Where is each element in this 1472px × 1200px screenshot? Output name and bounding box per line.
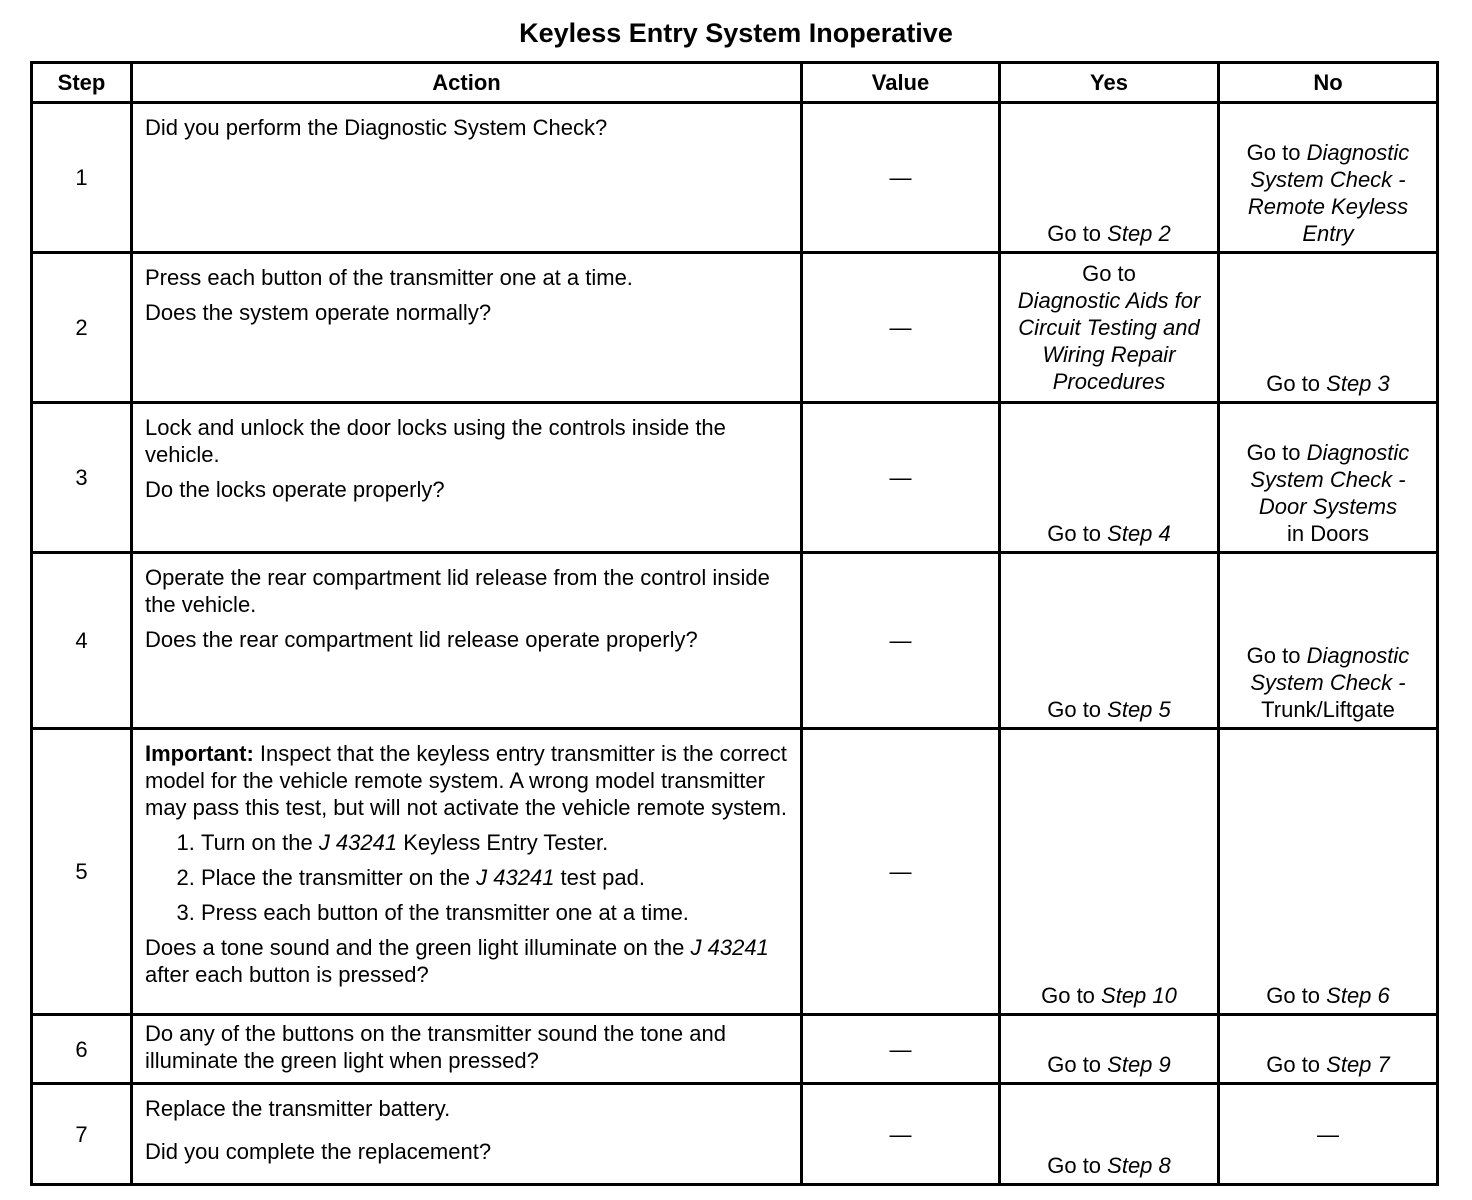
- header-value: Value: [802, 63, 1000, 103]
- yes-cell: Go to Step 2: [1000, 103, 1219, 253]
- no-cell: Go to Step 6: [1219, 729, 1438, 1015]
- action-text: Did you perform the Diagnostic System Check?: [145, 115, 608, 140]
- step-number: 3: [32, 403, 132, 553]
- step-link: Step 7: [1326, 1052, 1390, 1077]
- action-question: Does the rear compartment lid release operate properly?: [145, 627, 698, 652]
- table-row: [32, 253, 1438, 403]
- list-item: 3. Press each button of the transmitter one at a time.: [201, 899, 790, 926]
- no-cell: —: [1219, 1084, 1438, 1185]
- action-text: Press each button of the transmitter one at a time.: [145, 265, 633, 290]
- list-item: 2. Place the transmitter on the J 43241 test pad.: [201, 864, 790, 891]
- action-text: Operate the rear compartment lid release from the control inside the vehicle.: [145, 565, 770, 617]
- step-number: 7: [32, 1084, 132, 1185]
- procedure-link: Diagnostic Aids for Circuit Testing and Wiring Repair Procedures: [1017, 288, 1201, 394]
- header-step: Step: [32, 63, 132, 103]
- action-cell: [132, 553, 802, 729]
- header-action: Action: [132, 63, 802, 103]
- action-cell: [132, 1015, 802, 1084]
- action-text: Lock and unlock the door locks using the controls inside the vehicle.: [145, 415, 726, 467]
- important-note: Important: Inspect that the keyless entry transmitter is the correct model for the vehicle remote system. A wrong model transmitter may pass this test, but will not activate the vehicle remote system.: [145, 741, 787, 820]
- action-question: Do any of the buttons on the transmitter sound the tone and illuminate the green light when pressed?: [145, 1021, 726, 1073]
- procedure-link: Diagnostic System Check - Remote Keyless Entry: [1247, 140, 1410, 246]
- procedure-link: Diagnostic System Check -: [1250, 643, 1410, 695]
- table-row: [32, 553, 1438, 729]
- value-cell: —: [802, 253, 1000, 403]
- yes-cell: Go to Step 9: [1000, 1015, 1219, 1084]
- value-cell: —: [802, 103, 1000, 253]
- step-link: Step 3: [1326, 371, 1390, 396]
- value-cell: —: [802, 1015, 1000, 1084]
- action-cell: [132, 729, 802, 1015]
- action-question: Did you complete the replacement?: [145, 1139, 492, 1164]
- procedure-link: Diagnostic System Check - Door Systems: [1250, 440, 1410, 519]
- step-link: Step 9: [1107, 1052, 1171, 1077]
- step-number: 6: [32, 1015, 132, 1084]
- table-row: [32, 729, 1438, 1015]
- action-cell: [132, 103, 802, 253]
- step-link: Step 4: [1107, 521, 1171, 546]
- header-no: No: [1219, 63, 1438, 103]
- value-cell: —: [802, 403, 1000, 553]
- table-row: [32, 403, 1438, 553]
- action-cell: [132, 403, 802, 553]
- yes-cell: Go to Step 8: [1000, 1084, 1219, 1185]
- step-number: 5: [32, 729, 132, 1015]
- header-yes: Yes: [1000, 63, 1219, 103]
- step-link: Step 8: [1107, 1153, 1171, 1178]
- step-number: 1: [32, 103, 132, 253]
- action-cell: [132, 253, 802, 403]
- step-link: Step 2: [1107, 221, 1171, 246]
- yes-cell: Go to Step 10: [1000, 729, 1219, 1015]
- table-header-row: [32, 63, 1438, 103]
- yes-cell: Go to Step 5: [1000, 553, 1219, 729]
- action-question: Does a tone sound and the green light illuminate on the J 43241 after each button is pressed?: [145, 935, 769, 987]
- list-item: 1. Turn on the J 43241 Keyless Entry Tester.: [201, 829, 790, 856]
- no-cell: Go to Diagnostic System Check - Remote Keyless Entry: [1219, 103, 1438, 253]
- table-row: [32, 1015, 1438, 1084]
- page-title: Keyless Entry System Inoperative: [519, 18, 953, 48]
- no-cell: Go to Diagnostic System Check - Door Systems in Doors: [1219, 403, 1438, 553]
- step-number: 2: [32, 253, 132, 403]
- table-row: [32, 103, 1438, 253]
- step-number: 4: [32, 553, 132, 729]
- no-cell: Go to Diagnostic System Check - Trunk/Liftgate: [1219, 553, 1438, 729]
- action-text: Replace the transmitter battery.: [145, 1096, 451, 1121]
- value-cell: —: [802, 1084, 1000, 1185]
- no-cell: Go to Step 3: [1219, 253, 1438, 403]
- yes-cell: Go to Step 4: [1000, 403, 1219, 553]
- no-cell: Go to Step 7: [1219, 1015, 1438, 1084]
- action-cell: [132, 1084, 802, 1185]
- value-cell: —: [802, 553, 1000, 729]
- step-link: Step 10: [1101, 983, 1177, 1008]
- step-link: Step 6: [1326, 983, 1390, 1008]
- action-question: Do the locks operate properly?: [145, 477, 445, 502]
- yes-cell: Go to Diagnostic Aids for Circuit Testing and Wiring Repair Procedures: [1000, 253, 1219, 403]
- action-question: Does the system operate normally?: [145, 300, 492, 325]
- procedure-list: [145, 829, 790, 926]
- diagnostic-table: [30, 61, 1439, 1186]
- step-link: Step 5: [1107, 697, 1171, 722]
- table-row: [32, 1084, 1438, 1185]
- value-cell: —: [802, 729, 1000, 1015]
